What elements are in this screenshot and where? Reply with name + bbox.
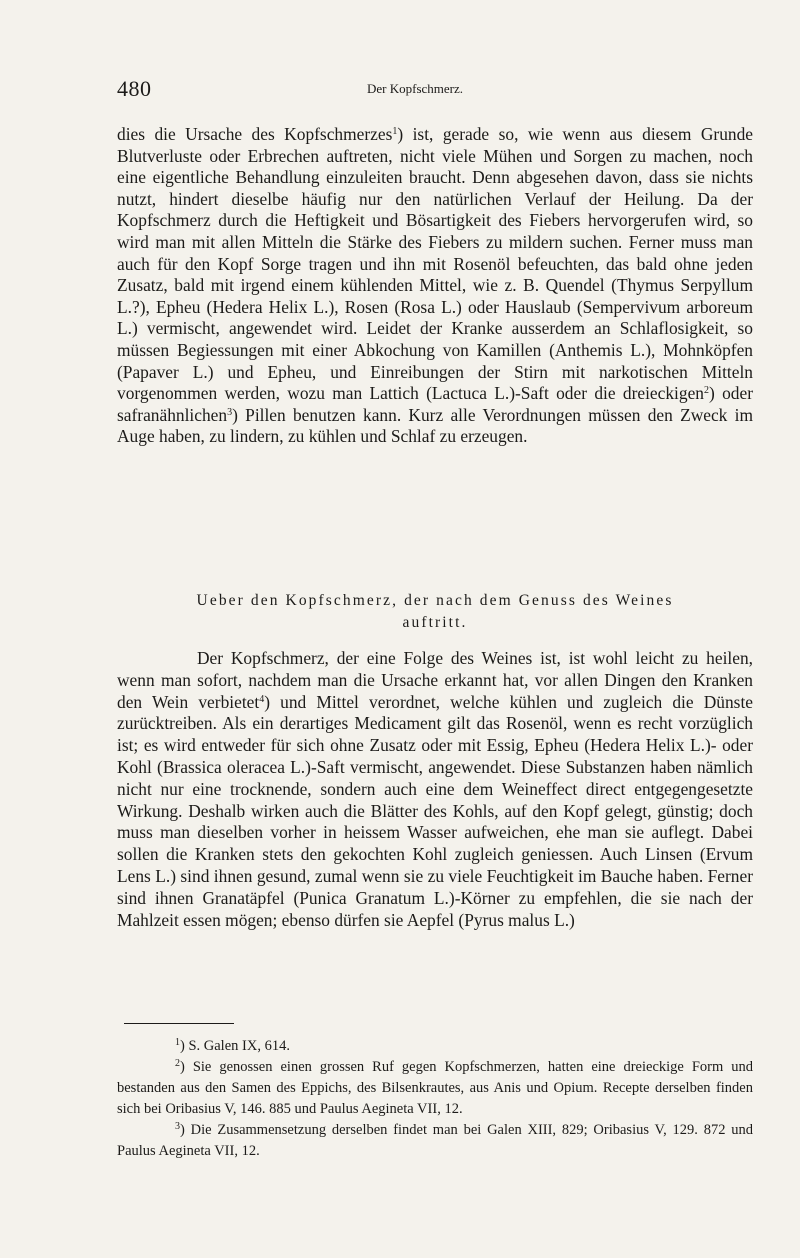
footnote-2-mark: 2 [175, 1058, 180, 1069]
section-heading [117, 590, 753, 634]
footnote-ref-2[interactable]: 2 [704, 385, 709, 397]
section-heading-line-2: auftritt. [402, 614, 468, 631]
paragraph-1-text-c: ) oder safranähnlichen [117, 383, 754, 425]
footnote-1-mark: 1 [175, 1037, 180, 1048]
paragraph-2 [117, 648, 753, 931]
paragraph-1-text-b: ) ist, gerade so, wie wenn aus diesem Grunde Blutverluste oder Erbrechen auftreten, nicht viele Mühen und Sorgen zu machen, noch eine eigentliche Behandlung einzuleiten braucht. Denn abgesehen davon, dass sie nichts nutzt, hindert dieselbe häufig nur den natürlichen Verlauf der Heilung. Da der Kopfschmerz durch die Heftigkeit und Bösartigkeit des Fiebers hervorgerufen wird, so wird man mit allen Mitteln die Stärke des Fiebers zu mildern suchen. Ferner muss man auch für den Kopf Sorge tragen und ihn mit Rosenöl befeuchten, das bald ohne jeden Zusatz, bald mit irgend einem kühlenden Mittel, wie z. B. Quendel (Thymus Serpyllum L.?), Epheu (Hedera Helix L.), Rosen (Rosa L.) oder Hauslaub (Sempervivum arboreum L.) vermischt, angewendet wird. Leidet der Kranke ausserdem an Schlaflosigkeit, so müssen Begiessungen mit einer Abkochung von Kamillen (Anthemis L.), Mohnköpfen (Papaver L.) und Epheu, und Einreibungen der Stirn mit narkotischen Mitteln vorgenommen werden, wozu man Lattich (Lactuca L.)-Saft oder die dreieckigen [117, 124, 754, 404]
footnote-3 [117, 1120, 753, 1162]
footnote-3-mark: 3 [175, 1121, 180, 1132]
paragraph-1-text-d: ) Pillen benutzen kann. Kurz alle Verordnungen müssen den Zweck im Auge haben, zu lindern, zu kühlen und Schlaf zu erzeugen. [117, 404, 753, 447]
footnote-ref-4[interactable]: 4 [259, 693, 265, 705]
paragraph-1-text-a: dies die Ursache des Kopfschmerzes [117, 124, 393, 144]
running-head: Der Kopfschmerz. [367, 81, 464, 96]
footnote-divider [124, 1023, 234, 1024]
paragraph-1 [117, 124, 753, 448]
footnote-1-text: ) S. Galen IX, 614. [180, 1038, 290, 1054]
page-number: 480 [117, 76, 152, 101]
footnote-3-text: ) Die Zusammensetzung derselben findet man bei Galen XIII, 829; Oribasius V, 129. 872 und Paulus Aegineta VII, 12. [117, 1122, 753, 1159]
body-text-top [117, 124, 753, 448]
footnote-2-text: ) Sie genossen einen grossen Ruf gegen Kopfschmerzen, hatten eine dreieckige Form und bestanden aus den Samen des Eppichs, des Bilsenkrautes, aus Anis und Opium. Recepte derselben finden sich bei Oribasius V, 146. 885 und Paulus Aegineta VII, 12. [117, 1059, 753, 1117]
page-header [117, 74, 757, 104]
footnote-ref-1[interactable]: 1 [392, 126, 398, 137]
footnote-ref-3[interactable]: 3 [227, 406, 233, 418]
paragraph-2-text-a: Der Kopfschmerz, der eine Folge des Weines ist, ist wohl leicht zu heilen, wenn man sofort, nachdem man die Ursache erkannt hat, vor allen Dingen den Kranken den Wein verbietet [117, 648, 753, 712]
body-text-bottom [117, 648, 753, 931]
footnote-2 [117, 1057, 753, 1120]
section-heading-line-1: Ueber den Kopfschmerz, der nach dem Genuss des Weines [196, 592, 674, 609]
footnote-1 [117, 1036, 753, 1057]
paragraph-2-text-b: ) und Mittel verordnet, welche kühlen und zugleich die Dünste zurücktreiben. Als ein derartiges Medicament gilt das Rosenöl, wenn es recht vorzüglich ist; es wird entweder für sich ohne Zusatz oder mit Essig, Epheu (Hedera Helix L.)- oder Kohl (Brassica oleracea L.)-Saft vermischt, angewendet. Diese Substanzen haben nämlich nicht nur eine trocknende, sondern auch eine dem Weineffect direct entgegengesetzte Wirkung. Deshalb wirken auch die Blätter des Kohls, auf den Kopf gelegt, günstig; doch muss man dieselben vorher in heissem Wasser aufweichen, ehe man sie auflegt. Dabei sollen die Kranken stets den gekochten Kohl zugleich geniessen. Auch Linsen (Ervum Lens L.) sind ihnen gesund, zumal wenn sie zu viele Feuchtigkeit im Bauche haben. Ferner sind ihnen Granatäpfel (Punica Granatum L.)-Körner zu empfehlen, die sie nach der Mahlzeit essen mögen; ebenso dürfen sie Aepfel (Pyrus malus L.) [117, 691, 754, 930]
footnotes [117, 1036, 753, 1162]
